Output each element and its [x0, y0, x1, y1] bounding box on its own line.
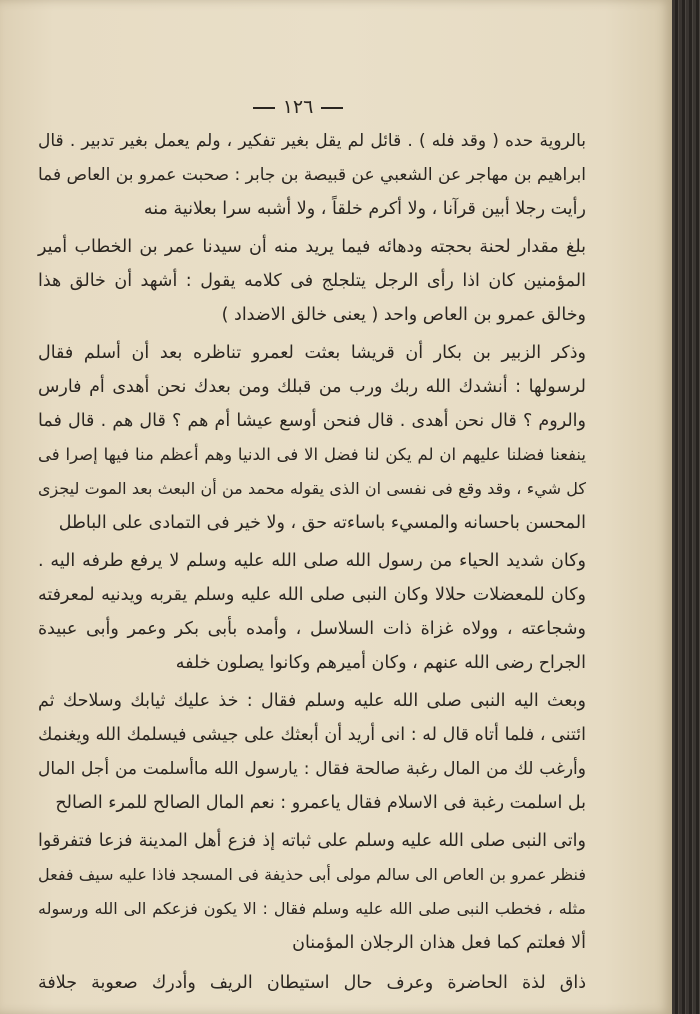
left-dash — [253, 107, 275, 109]
book-spine-edge — [672, 0, 700, 1014]
text-line: وكان للمعضلات حلالا وكان النبى صلى الله عليه وسلم يقربه ويدنيه لمعرفته — [38, 585, 586, 605]
text-line: والروم ؟ قال نحن أهدى . قال فنحن أوسع عيشا أم هم ؟ قال هم . قال فما — [38, 411, 586, 431]
text-line: الجراح رضى الله عنهم ، وكان أميرهم وكانوا يصلون خلفه — [175, 653, 586, 673]
text-line: فنظر عمرو بن العاص الى سالم مولى أبى حذيفة فى المسجد فاذا عليه سيف ففعل — [38, 865, 586, 884]
text-line: كل شيء ، وقد وقع فى نفسى ان الذى يقوله محمد من أن البعث بعد الموت ليجزى — [38, 479, 586, 498]
text-line: بل اسلمت رغبة فى الاسلام فقال ياعمرو : نعم المال الصالح للمرء الصالح — [55, 793, 586, 813]
text-line: ينفعنا فضلنا عليهم ان لم يكن لنا فضل الا فى الدنيا وهم أعظم منا فيها إصرا فى — [38, 445, 586, 464]
text-line: لرسولها : أنشدك الله ربك ورب من قبلك ومن بعدك نحن أهدى أم فارس — [38, 377, 586, 397]
text-line: وكان شديد الحياء من رسول الله صلى الله عليه وسلم لا يرفع طرفه اليه . — [38, 551, 586, 571]
text-line: وذكر الزبير بن بكار أن قريشا بعثت لعمرو تناظره بعد أن أسلم فقال — [38, 343, 586, 363]
text-line: رأيت رجلا أبين قرآنا ، ولا أكرم خلقاً ، ولا أشبه سرا بعلانية منه — [143, 199, 586, 219]
text-line: وخالق عمرو بن العاص واحد ( يعنى خالق الاضداد ) — [221, 305, 586, 325]
text-line: واتى النبى صلى الله عليه وسلم على ثباته إذ فزع أهل المدينة فزعا فتفرقوا — [38, 831, 586, 851]
arabic-text-body — [38, 124, 586, 1000]
page-number: ١٢٦ — [282, 96, 314, 118]
text-line: وبعث اليه النبى صلى الله عليه وسلم فقال : خذ عليك ثيابك وسلاحك ثم — [38, 691, 586, 711]
text-line: بلغ مقدار لحنة بحجته ودهائه فيما يريد منه أن سيدنا عمر بن الخطاب أمير — [38, 237, 586, 257]
text-line: ابراهيم بن مهاجر عن الشعبي عن قبيصة بن جابر : صحبت عمرو بن العاص فما — [38, 165, 586, 185]
text-line: مثله ، فخطب النبى صلى الله عليه وسلم فقال : الا يكون فزعكم الى الله ورسوله — [38, 899, 586, 918]
text-line: المحسن باحسانه والمسيء باساءته حق ، ولا خير فى التمادى على الباطل — [58, 513, 586, 533]
text-line: بالروية حده ( وقد فله ) . قائل لم يقل بغير تفكير ، ولم يعمل بغير تدبير . قال — [38, 131, 586, 151]
text-line: وشجاعته ، وولاه غزاة ذات السلاسل ، وأمده بأبى بكر وعمر وأبى عبيدة — [38, 619, 586, 639]
text-line: ألا فعلتم كما فعل هذان الرجلان المؤمنان — [292, 933, 586, 953]
page-number-header — [0, 92, 596, 122]
right-dash — [321, 107, 343, 109]
text-line: ائتنى ، فلما أتاه قال له : انى أريد أن أبعثك على جيشى فيسلمك الله ويغنمك — [38, 725, 586, 745]
text-line: وأرغب لك من المال رغبة صالحة فقال : يارسول الله ماأسلمت من أجل المال — [38, 759, 586, 779]
text-line: المؤمنين كان اذا رأى الرجل يتلجلج فى كلامه يقول : أشهد أن خالق هذا — [38, 271, 586, 291]
text-line: ذاق لذة الحاضرة وعرف حال استيطان الريف وأدرك صعوبة جلافة — [38, 973, 586, 993]
